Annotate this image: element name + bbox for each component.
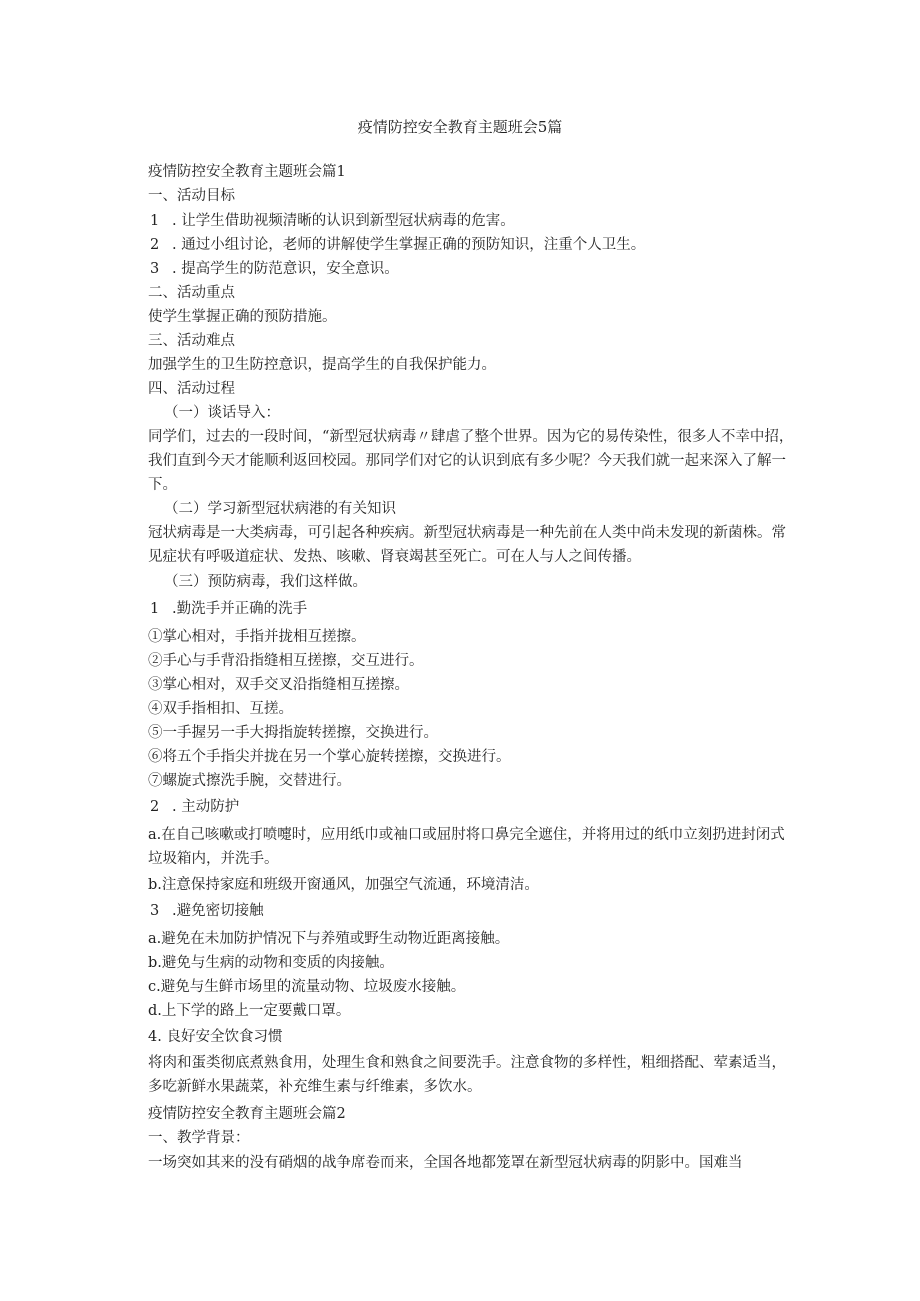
handwash-step: ③掌心相对，双手交叉沿指缝相互搓擦。	[148, 677, 409, 693]
handwash-step: ②手心与手背沿指缝相互搓擦，交互进行。	[148, 653, 424, 669]
protection-item-b: b.注意保持家庭和班级开窗通风，加强空气流通，环境清洁。	[148, 877, 539, 893]
diet-heading: 4. 良好安全饮食习惯	[148, 1029, 283, 1045]
document-title: 疫情防控安全教育主题班会5篇	[357, 118, 563, 136]
handwash-step: ⑦螺旋式擦洗手腕，交替进行。	[148, 773, 351, 789]
focus-text: 使学生掌握正确的预防措施。	[148, 309, 337, 325]
avoid-item: d.上下学的路上一定要戴口罩。	[148, 1003, 351, 1019]
avoid-item: b.避免与生病的动物和变质的肉接触。	[148, 955, 394, 971]
background-paragraph: 一场突如其来的没有硝烟的战争席卷而来，全国各地都笼罩在新型冠状病毒的阴影中。国难当	[148, 1155, 743, 1171]
heading-process: 四、活动过程	[148, 381, 235, 397]
section-2-title: 疫情防控安全教育主题班会篇2	[148, 1106, 346, 1122]
handwash-step: ⑤一手握另一手大拇指旋转搓擦，交换进行。	[148, 725, 438, 741]
goal-item-2: 2 . 通过小组讨论，老师的讲解使学生掌握正确的预防知识，注重个人卫生。	[150, 237, 646, 253]
part-3-title: （三）预防病毒，我们这样做。	[164, 574, 367, 590]
handwash-heading: 1 .勤洗手并正确的洗手	[150, 601, 308, 617]
background-heading: 一、教学背景：	[148, 1130, 250, 1146]
heading-focus: 二、活动重点	[148, 285, 235, 301]
part-2-paragraph: 冠状病毒是一大类病毒，可引起各种疾病。新型冠状病毒是一种先前在人类中尚未发现的新菌株。常见症状有呼吸道症状、发热、咳嗽、肾衰竭甚至死亡。可在人与人之间传播。	[148, 525, 786, 565]
part-1-title: （一）谈话导入：	[164, 405, 280, 421]
goal-item-3: 3 . 提高学生的防范意识，安全意识。	[150, 261, 399, 277]
handwash-step: ⑥将五个手指尖并拢在另一个掌心旋转搓擦，交换进行。	[148, 749, 511, 765]
handwash-step: ①掌心相对，手指并拢相互搓擦。	[148, 629, 366, 645]
avoid-contact-heading: 3 .避免密切接触	[150, 903, 264, 919]
avoid-item: a.避免在未加防护情况下与养殖或野生动物近距离接触。	[148, 931, 510, 947]
protection-item-a: a.在自己咳嗽或打喷嚏时，应用纸巾或袖口或屈肘将口鼻完全遮住，并将用过的纸巾立刻扔进封闭式垃圾箱内，并洗手。	[148, 827, 785, 867]
heading-goals: 一、活动目标	[148, 188, 235, 204]
part-1-paragraph: 同学们，过去的一段时间，“新型冠状病毒〃肆虐了整个世界。因为它的易传染性，很多人不幸中招，我们直到今天才能顺利返回校园。那同学们对它的认识到底有多少呢？今天我们就一起来深入了解一下。	[148, 429, 794, 493]
avoid-item: c.避免与生鲜市场里的流量动物、垃圾废水接触。	[148, 979, 466, 995]
goal-item-1: 1 . 让学生借助视频清晰的认识到新型冠状病毒的危害。	[150, 213, 515, 229]
handwash-step: ④双手指相扣、互搓。	[148, 701, 293, 717]
heading-difficulty: 三、活动难点	[148, 333, 235, 349]
difficulty-text: 加强学生的卫生防控意识，提高学生的自我保护能力。	[148, 357, 496, 373]
section-1-title: 疫情防控安全教育主题班会篇1	[148, 164, 346, 180]
diet-paragraph: 将肉和蛋类彻底煮熟食用，处理生食和熟食之间要洗手。注意食物的多样性，粗细搭配、荤素适当，多吃新鲜水果蔬菜，补充维生素与纤维素，多饮水。	[148, 1055, 786, 1095]
protection-heading: 2 . 主动防护	[150, 799, 240, 815]
part-2-title: （二）学习新型冠状病港的有关知识	[164, 501, 396, 517]
